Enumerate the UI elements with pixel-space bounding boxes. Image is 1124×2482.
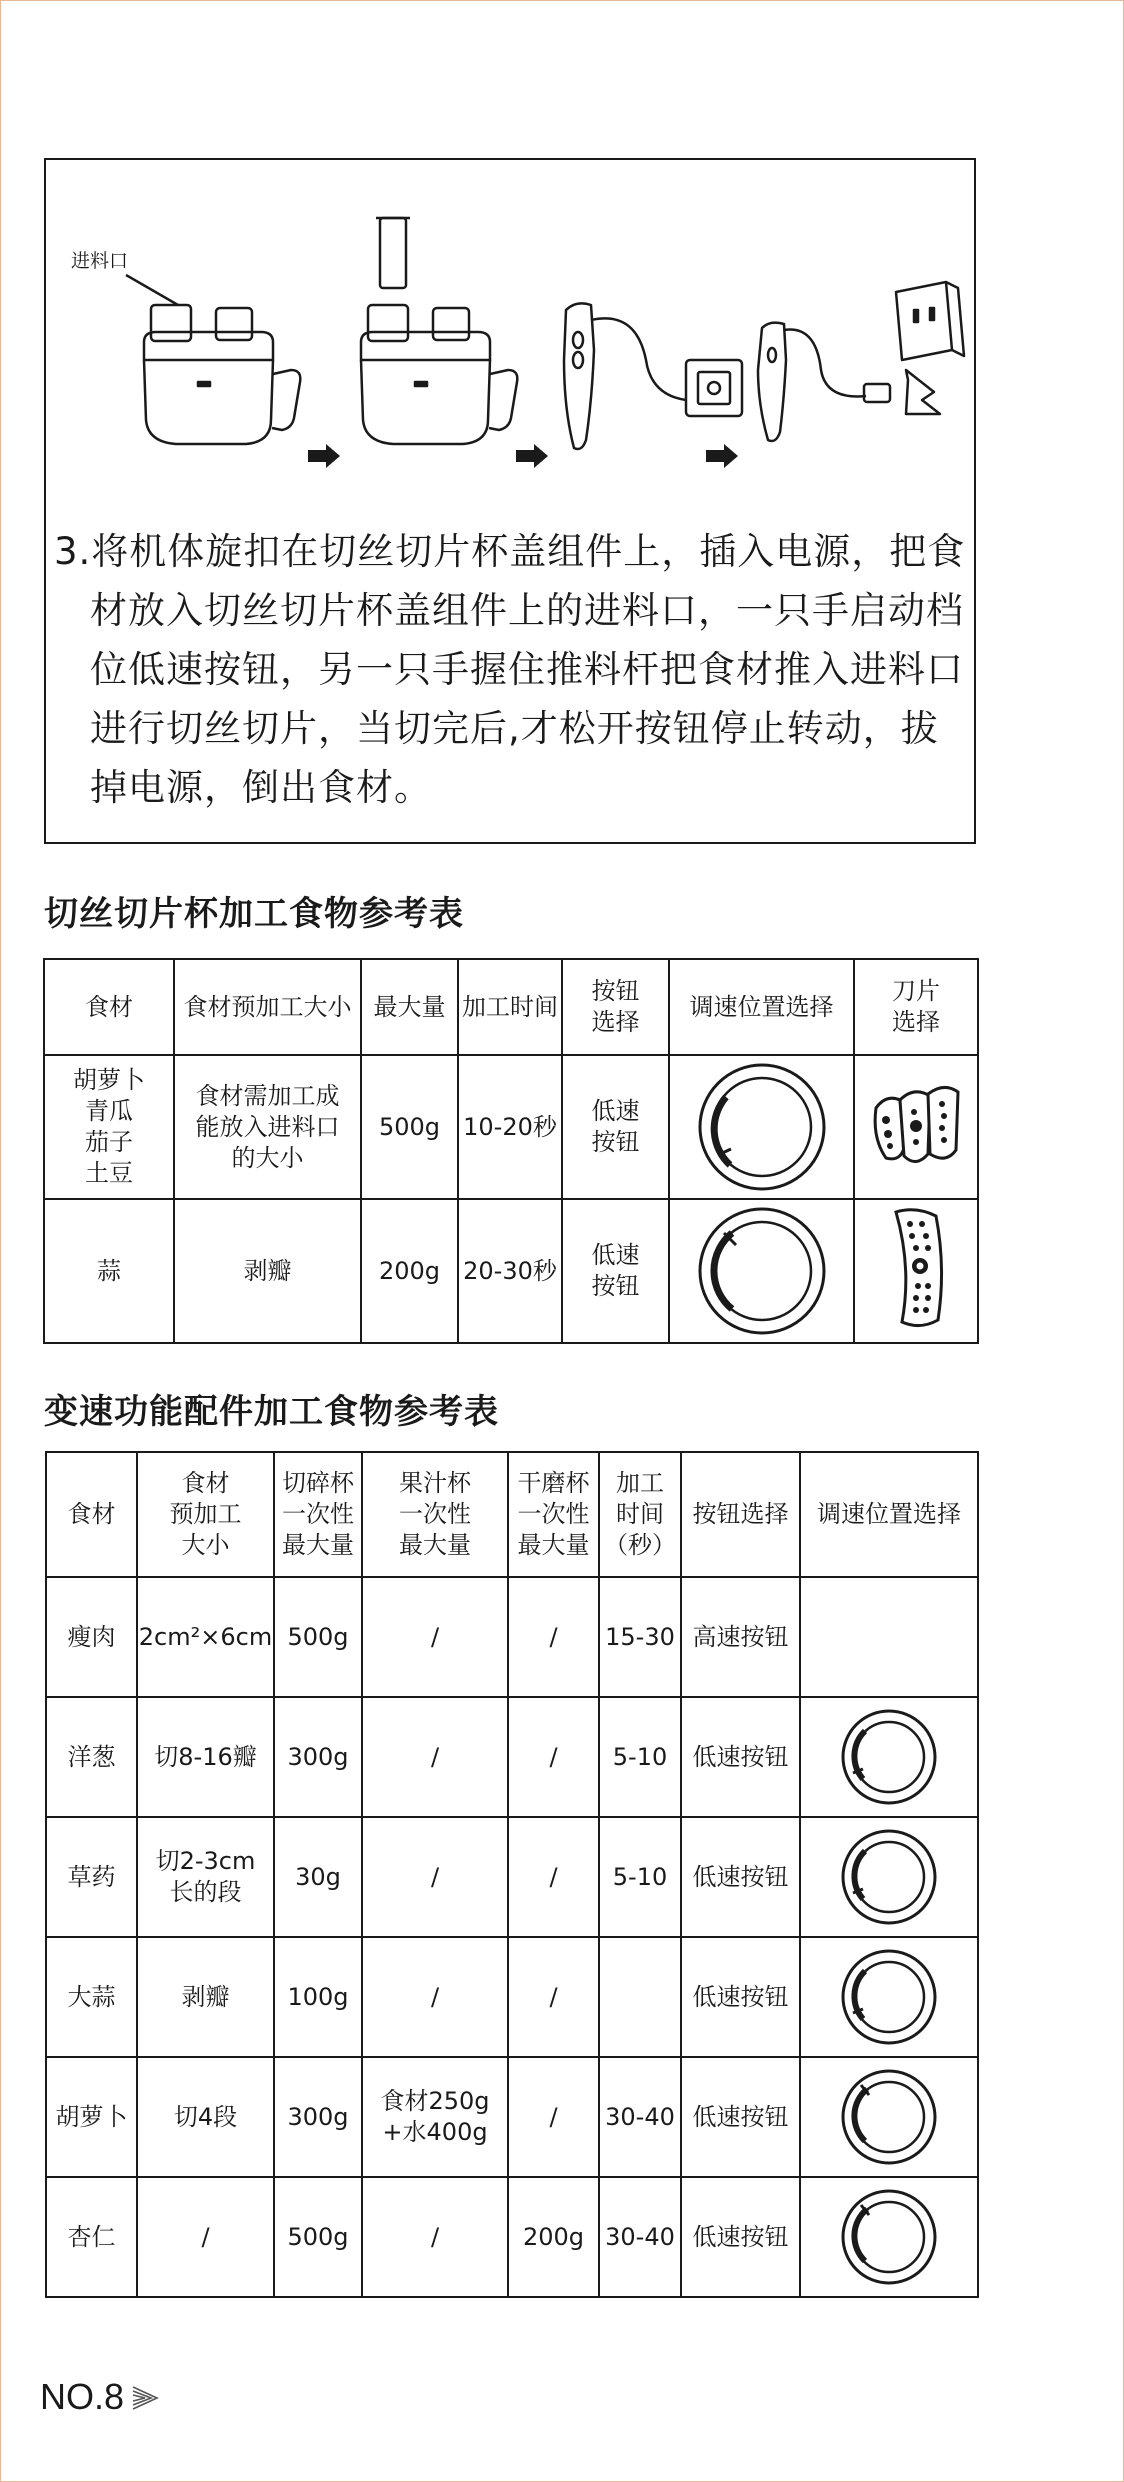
header-text: 最大量	[282, 1531, 354, 1559]
header-text: 食材	[181, 1469, 230, 1497]
max-cell: 500g	[361, 1055, 458, 1199]
time-cell: 15-30	[599, 1577, 681, 1697]
food-cell: 草药	[46, 1817, 137, 1937]
header-text: 一次性	[282, 1500, 354, 1528]
food-name: 胡萝卜	[73, 1066, 145, 1094]
table1-header-row	[44, 959, 978, 1055]
food-cell: 杏仁	[46, 2177, 137, 2297]
food-cell	[44, 1055, 174, 1199]
header-cell: 调速位置选择	[669, 959, 854, 1055]
header-cell: 食材预加工大小	[174, 959, 361, 1055]
page-arrow-icon	[131, 2385, 161, 2411]
food-cell: 大蒜	[46, 1937, 137, 2057]
slicing-reference-table	[43, 958, 979, 1344]
header-cell	[508, 1452, 599, 1577]
time-cell: 30-40	[599, 2177, 681, 2297]
juice-cell: /	[362, 1817, 508, 1937]
table-row	[46, 2177, 978, 2297]
size-text: 切2-3cm	[155, 1847, 256, 1875]
header-text: 时间	[616, 1500, 664, 1528]
food-cell: 洋葱	[46, 1697, 137, 1817]
food-cell: 胡萝卜	[46, 2057, 137, 2177]
button-cell: 低速按钮	[681, 2177, 800, 2297]
header-text: 一次性	[517, 1500, 590, 1528]
step-line: 掉电源，倒出食材。	[90, 766, 432, 809]
header-text: 切碎杯	[282, 1469, 354, 1497]
header-text: 加工	[616, 1469, 664, 1497]
juice-cell	[362, 2057, 508, 2177]
header-cell	[854, 959, 978, 1055]
size-cell	[174, 1055, 361, 1199]
speed-dial-icon	[696, 1205, 828, 1337]
header-cell	[362, 1452, 508, 1577]
header-text: 干磨杯	[517, 1469, 590, 1497]
button-cell: 低速按钮	[681, 1937, 800, 2057]
size-text: 长的段	[169, 1878, 242, 1906]
header-cell: 食材	[46, 1452, 137, 1577]
juice-cell: /	[362, 1697, 508, 1817]
juice-text: 食材250g	[380, 2087, 490, 2115]
chop-cell: 300g	[274, 2057, 362, 2177]
size-cell: 剥瓣	[174, 1199, 361, 1343]
speed-dial-icon	[839, 2187, 939, 2287]
page-number: NO.8	[40, 2376, 125, 2417]
header-cell	[274, 1452, 362, 1577]
header-cell: 最大量	[361, 959, 458, 1055]
juice-cell: /	[362, 2177, 508, 2297]
button-text: 低速	[591, 1097, 640, 1125]
header-text: 刀片选择	[892, 977, 940, 1036]
speed-dial-icon	[696, 1061, 828, 1193]
juice-cell: /	[362, 1937, 508, 2057]
button-cell: 低速按钮	[681, 1817, 800, 1937]
juice-cell: /	[362, 1577, 508, 1697]
header-text: 最大量	[399, 1531, 471, 1559]
header-text: 预加工	[169, 1500, 242, 1528]
button-cell: 低速按钮	[681, 2057, 800, 2177]
header-cell	[599, 1452, 681, 1577]
slicing-disc-icon	[876, 1202, 956, 1332]
step-line: 3.将机体旋扣在切丝切片杯盖组件上，插入电源，把食	[54, 530, 966, 573]
grind-cell: /	[508, 1697, 599, 1817]
max-cell: 200g	[361, 1199, 458, 1343]
header-text: 最大量	[517, 1531, 590, 1559]
grind-cell: /	[508, 1577, 599, 1697]
step-line: 进行切丝切片，当切完后,才松开按钮停止转动，拔	[90, 707, 939, 750]
table-row	[44, 1055, 978, 1199]
header-cell: 加工时间	[458, 959, 562, 1055]
table-row	[46, 1937, 978, 2057]
size-text: 能放入进料口	[195, 1112, 340, 1141]
food-cell: 瘦肉	[46, 1577, 137, 1697]
speed-dial-icon	[839, 1827, 939, 1927]
speed-knob-cell	[669, 1199, 854, 1343]
speed-knob-cell	[800, 1937, 978, 2057]
size-text: 的大小	[231, 1143, 304, 1172]
speed-knob-cell	[800, 2057, 978, 2177]
size-cell: 2cm²×6cm	[137, 1577, 274, 1697]
button-text: 按钮	[591, 1272, 640, 1300]
size-text: 食材需加工成	[195, 1081, 340, 1110]
header-cell: 按钮选择	[681, 1452, 800, 1577]
header-text: 大小	[181, 1531, 230, 1559]
grind-cell: /	[508, 1937, 599, 2057]
size-cell: 切4段	[137, 2057, 274, 2177]
blade-cell	[854, 1199, 978, 1343]
food-name: 青瓜	[85, 1097, 133, 1125]
grind-cell: /	[508, 1817, 599, 1937]
header-cell: 调速位置选择	[800, 1452, 978, 1577]
step-line: 材放入切丝切片杯盖组件上的进料口，一只手启动档	[90, 589, 964, 632]
chop-cell: 300g	[274, 1697, 362, 1817]
size-cell	[137, 1817, 274, 1937]
speed-knob-cell	[800, 1817, 978, 1937]
header-text: 按钮选择	[591, 977, 640, 1036]
speed-knob-cell	[800, 2177, 978, 2297]
header-cell	[562, 959, 669, 1055]
step-instructions	[54, 522, 966, 817]
speed-dial-icon	[839, 1947, 939, 2047]
step-line: 位低速按钮，另一只手握住推料杆把食材推入进料口	[90, 648, 964, 691]
button-cell	[562, 1055, 669, 1199]
header-text: 果汁杯	[399, 1469, 471, 1497]
button-cell: 低速按钮	[681, 1697, 800, 1817]
food-name: 茄子	[85, 1128, 133, 1156]
grind-cell: 200g	[508, 2177, 599, 2297]
size-cell: 剥瓣	[137, 1937, 274, 2057]
header-text: 一次性	[399, 1500, 471, 1528]
time-cell: 20-30秒	[458, 1199, 562, 1343]
time-cell: 5-10	[599, 1817, 681, 1937]
speed-knob-cell	[669, 1055, 854, 1199]
table-row	[46, 1817, 978, 1937]
chop-cell: 30g	[274, 1817, 362, 1937]
chop-cell: 500g	[274, 2177, 362, 2297]
table2-header-row	[46, 1452, 978, 1577]
variable-speed-reference-table	[45, 1451, 979, 2298]
button-cell: 高速按钮	[681, 1577, 800, 1697]
food-cell: 蒜	[44, 1199, 174, 1343]
table-row	[46, 1697, 978, 1817]
slicing-discs-icon	[866, 1068, 966, 1178]
button-text: 低速	[591, 1241, 640, 1269]
speed-knob-cell	[800, 1577, 978, 1697]
size-cell: /	[137, 2177, 274, 2297]
blade-cell	[854, 1055, 978, 1199]
speed-dial-icon	[839, 2067, 939, 2167]
time-cell: 30-40	[599, 2057, 681, 2177]
grind-cell: /	[508, 2057, 599, 2177]
header-cell: 食材	[44, 959, 174, 1055]
feed-port-label: 进料口	[71, 250, 129, 272]
time-cell: 5-10	[599, 1697, 681, 1817]
speed-dial-icon	[839, 1707, 939, 1807]
food-name: 土豆	[85, 1159, 133, 1187]
time-cell: 10-20秒	[458, 1055, 562, 1199]
assembly-illustration	[46, 160, 974, 490]
instruction-box	[44, 158, 976, 844]
table1-title: 切丝切片杯加工食物参考表	[44, 894, 464, 934]
speed-knob-cell	[800, 1697, 978, 1817]
header-cell	[137, 1452, 274, 1577]
table-row	[46, 2057, 978, 2177]
size-cell: 切8-16瓣	[137, 1697, 274, 1817]
header-text: （秒）	[604, 1531, 676, 1559]
button-cell	[562, 1199, 669, 1343]
table2-title: 变速功能配件加工食物参考表	[44, 1392, 499, 1432]
time-cell	[599, 1937, 681, 2057]
juice-text: +水400g	[382, 2118, 488, 2146]
table-row	[46, 1577, 978, 1697]
chop-cell: 100g	[274, 1937, 362, 2057]
chop-cell: 500g	[274, 1577, 362, 1697]
button-text: 按钮	[591, 1128, 640, 1156]
table-row	[44, 1199, 978, 1343]
